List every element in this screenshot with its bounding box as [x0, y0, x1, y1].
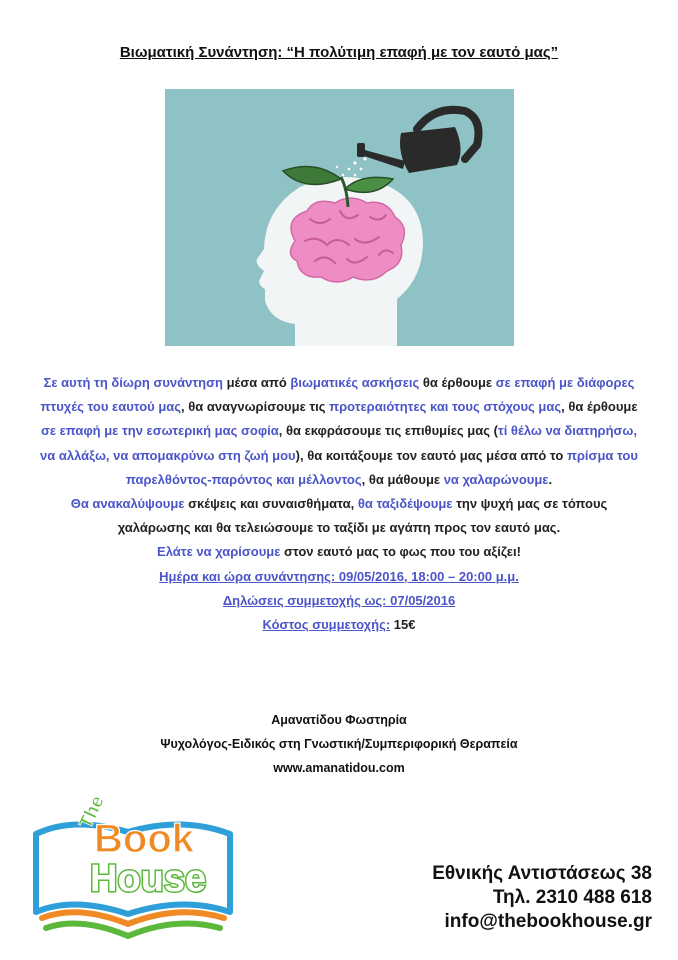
contact-block — [432, 862, 652, 934]
head-brain-plant-icon — [165, 89, 514, 346]
author-name: Αμανατίδου Φωστηρία — [271, 713, 407, 727]
author-website: www.amanatidou.com — [273, 761, 405, 775]
cost-value: 15€ — [390, 617, 416, 633]
registration-deadline: Δηλώσεις συμμετοχής ως: 07/05/2016 — [222, 592, 456, 608]
paragraph2-segment: την ψυχή μας σε τόπους χαλάρωσης και θα τελειώσουμε το ταξίδι με αγάπη προς τον εαυτό μας. — [117, 496, 608, 536]
paragraph1-segment: να χαλαρώνουμε — [443, 471, 549, 487]
brain-watering-illustration — [165, 89, 514, 346]
cost-label: Κόστος συμμετοχής: — [262, 617, 391, 633]
paragraph1-segment: , θα μάθουμε — [361, 471, 444, 487]
author-role: Ψυχολόγος-Ειδικός στη Γνωστική/Συμπεριφορική Θεραπεία — [160, 737, 518, 751]
paragraph3-segment: στον εαυτό μας το φως που του αξίζει! — [280, 544, 521, 560]
paragraph1-segment: , θα έρθουμε — [561, 399, 638, 415]
paragraph1-segment: θα έρθουμε — [419, 375, 496, 390]
paragraph2-segment: θα ταξιδέψουμε — [357, 496, 453, 512]
paragraph2-segment: Θα ανακαλύψουμε — [70, 496, 185, 512]
description-paragraph-1 — [40, 371, 638, 492]
logo-word-book: Book — [94, 817, 194, 861]
logo-word-the: The — [75, 792, 109, 833]
open-book-logo-icon — [28, 792, 238, 942]
paragraph1-segment: προτεραιότητες και τους στόχους μας — [329, 399, 562, 415]
event-description — [40, 371, 638, 637]
paragraph1-segment: , θα αναγνωρίσουμε τις — [181, 399, 330, 415]
cost-line — [40, 613, 638, 637]
bookhouse-logo — [28, 792, 238, 942]
paragraph1-segment: μέσα από — [222, 375, 291, 390]
paragraph1-segment: σε επαφή με διάφορες πτυχές του εαυτού μας — [40, 375, 635, 415]
contact-email: info@thebookhouse.gr — [444, 911, 652, 932]
brain-icon — [290, 198, 404, 282]
paragraph1-segment: σε επαφή με την εσωτερική μας σοφία — [40, 423, 279, 439]
paragraph1-segment: τί θέλω να διατηρήσω, να αλλάξω, να απομακρύνω στη ζωή μου — [40, 423, 638, 463]
contact-phone: Τηλ. 2310 488 618 — [492, 887, 652, 908]
paragraph1-segment: . — [548, 471, 553, 487]
event-datetime: Ημέρα και ώρα συνάντησης: 09/05/2016, 18:00 – 20:00 μ.μ. — [159, 568, 519, 584]
paragraph1-segment: ), θα κοιτάξουμε τον εαυτό μας μέσα από το — [295, 447, 567, 463]
document-title: Βιωματική Συνάντηση: “Η πολύτιμη επαφή με τον εαυτό μας” — [119, 44, 559, 61]
contact-address: Εθνικής Αντιστάσεως 38 — [432, 863, 652, 884]
watering-can-icon — [357, 110, 479, 173]
logo-word-house: House — [90, 858, 207, 900]
description-paragraph-3 — [40, 540, 638, 564]
paragraph1-segment: βιωματικές ασκήσεις — [290, 375, 420, 390]
paragraph2-segment: σκέψεις και συναισθήματα, — [184, 496, 358, 512]
paragraph3-segment: Ελάτε να χαρίσουμε — [157, 544, 281, 560]
author-block — [0, 708, 678, 780]
paragraph1-segment: Σε αυτή τη δίωρη συνάντηση — [43, 375, 223, 390]
description-paragraph-2 — [40, 492, 638, 540]
paragraph1-segment: , θα εκφράσουμε τις επιθυμίες μας ( — [278, 423, 498, 439]
paragraph1-segment: πρίσμα του παρελθόντος-παρόντος και μέλλοντος — [125, 447, 638, 487]
